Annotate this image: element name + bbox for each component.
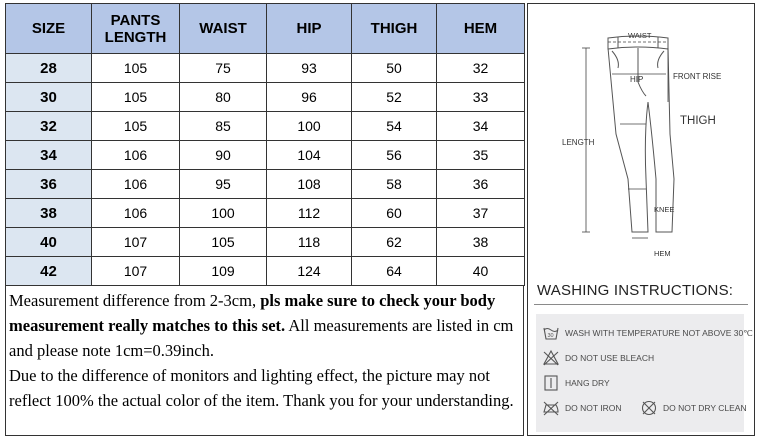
size-chart-header-row [6,4,525,54]
thigh-cell: 54 [352,112,437,141]
table-row [6,228,525,257]
wash-tub-icon [542,324,560,342]
header-thigh: THIGH [352,4,437,54]
header-hip: HIP [267,4,352,54]
thigh-cell: 64 [352,257,437,286]
size-chart-table [5,3,525,286]
washing-title-divider [534,304,748,305]
info-panel [527,3,755,436]
table-row [6,54,525,83]
no-iron-item [542,399,622,417]
thigh-cell: 52 [352,83,437,112]
hang-dry-icon [542,374,560,392]
hip-cell: 100 [267,112,352,141]
hip-cell: 124 [267,257,352,286]
pants-length-cell: 105 [92,83,180,112]
hem-cell: 32 [437,54,525,83]
hem-cell: 34 [437,112,525,141]
note-text-units: All measurements are listed in cm and please note 1cm=0.39inch. [9,316,514,360]
wash-temperature-item [542,324,753,342]
header-pants-length [92,4,180,54]
diagram-label-hem: HEM [654,249,671,258]
washing-instructions-title: WASHING INSTRUCTIONS: [537,282,734,299]
no-bleach-label: DO NOT USE BLEACH [565,353,655,363]
no-dry-clean-icon [640,399,658,417]
diagram-label-waist: WAIST [628,31,652,40]
thigh-cell: 60 [352,199,437,228]
hem-cell: 37 [437,199,525,228]
header-pants-length-line2: LENGTH [104,28,167,46]
pants-length-cell: 105 [92,112,180,141]
note-text-intro: Measurement difference from 2-3cm, [9,291,261,310]
size-cell: 34 [6,141,92,170]
size-cell: 36 [6,170,92,199]
size-cell: 28 [6,54,92,83]
pants-measurement-diagram [528,4,754,266]
table-row [6,199,525,228]
no-dry-clean-item [640,399,747,417]
hip-cell: 118 [267,228,352,257]
no-iron-icon [542,399,560,417]
thigh-cell: 56 [352,141,437,170]
pants-length-cell: 105 [92,54,180,83]
table-row [6,170,525,199]
note-text-emphasis: pls make sure to check your body measurement really matches to this set. [9,291,496,335]
hem-cell: 40 [437,257,525,286]
hip-cell: 112 [267,199,352,228]
no-iron-label: DO NOT IRON [565,403,622,413]
pants-length-cell: 107 [92,257,180,286]
diagram-label-front-rise: FRONT RISE [673,72,722,81]
no-bleach-icon [542,349,560,367]
table-row [6,83,525,112]
diagram-label-length: LENGTH [562,138,595,147]
wash-temperature-value: 30 [547,333,554,339]
header-pants-length-line1: PANTS [110,11,161,29]
hip-cell: 93 [267,54,352,83]
no-dry-clean-label: DO NOT DRY CLEAN [663,403,747,413]
pants-length-cell: 106 [92,170,180,199]
waist-cell: 105 [180,228,267,257]
waist-cell: 85 [180,112,267,141]
hem-cell: 36 [437,170,525,199]
thigh-cell: 50 [352,54,437,83]
header-size: SIZE [6,4,92,54]
diagram-label-thigh: THIGH [680,115,716,127]
thigh-cell: 58 [352,170,437,199]
hem-cell: 33 [437,83,525,112]
table-row [6,257,525,286]
waist-cell: 95 [180,170,267,199]
hip-cell: 96 [267,83,352,112]
hip-cell: 104 [267,141,352,170]
pants-length-cell: 106 [92,141,180,170]
diagram-label-hip: HIP [630,75,644,84]
note-text-color-disclaimer: Due to the difference of monitors and lighting effect, the picture may not reflect 100% the actual color of the item. Thank you for your understanding. [9,366,514,410]
measurement-note [5,285,524,436]
header-waist: WAIST [180,4,267,54]
size-cell: 40 [6,228,92,257]
hem-cell: 35 [437,141,525,170]
waist-cell: 80 [180,83,267,112]
size-cell: 42 [6,257,92,286]
hang-dry-label: HANG DRY [565,378,610,388]
pants-length-cell: 106 [92,199,180,228]
table-row [6,112,525,141]
washing-instructions-box [536,314,753,432]
size-cell: 38 [6,199,92,228]
diagram-label-knee: KNEE [654,205,675,214]
header-hem: HEM [437,4,525,54]
no-bleach-item [542,349,654,367]
waist-cell: 75 [180,54,267,83]
waist-cell: 109 [180,257,267,286]
pants-length-cell: 107 [92,228,180,257]
hip-cell: 108 [267,170,352,199]
hem-cell: 38 [437,228,525,257]
wash-temperature-label: WASH WITH TEMPERATURE NOT ABOVE 30℃ [565,327,753,338]
size-cell: 32 [6,112,92,141]
waist-cell: 100 [180,199,267,228]
table-row [6,141,525,170]
hang-dry-item [542,374,610,392]
thigh-cell: 62 [352,228,437,257]
waist-cell: 90 [180,141,267,170]
size-cell: 30 [6,83,92,112]
